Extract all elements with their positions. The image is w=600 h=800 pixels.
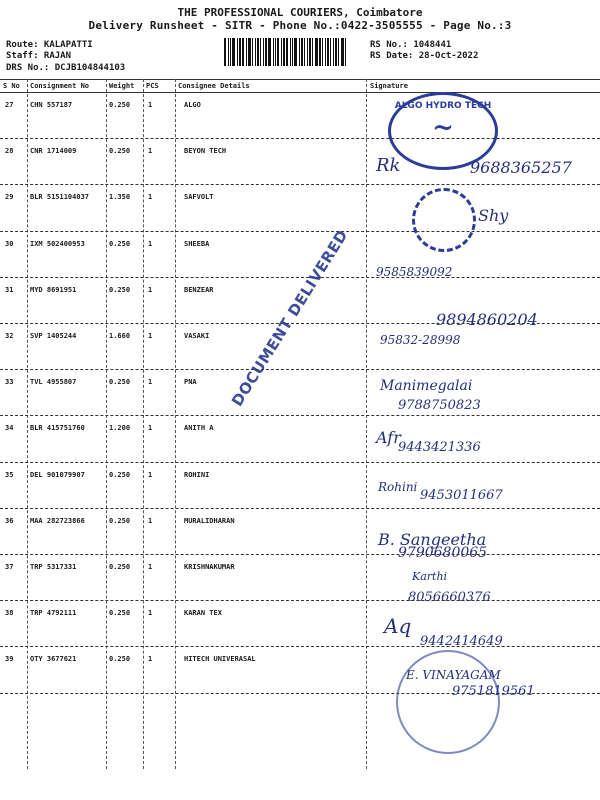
table-top-rule: [0, 79, 600, 80]
signature-name: Rohini: [378, 480, 418, 494]
barcode-bar: [325, 38, 326, 66]
row-consignment: BLR 415751760: [30, 424, 85, 433]
round-seal-icon: [412, 188, 476, 252]
barcode-bar: [252, 38, 253, 66]
publisher-seal-icon: [396, 650, 500, 754]
signature-name: Karthi: [412, 570, 448, 583]
row-sno: 30: [5, 239, 14, 248]
row-weight: 0.250: [109, 147, 131, 156]
row-consignee: BEYON TECH: [184, 147, 227, 156]
barcode-bar: [333, 38, 334, 66]
col-consignee: Consignee Details: [178, 82, 250, 90]
runsheet-header: [0, 6, 600, 32]
col-signature: Signature: [370, 82, 408, 90]
barcode-bar: [257, 38, 259, 66]
row-consignment: TVL 4955807: [30, 378, 77, 387]
company-title: THE PROFESSIONAL COURIERS, Coimbatore: [177, 6, 423, 19]
barcode-bar: [248, 38, 251, 66]
document-delivered-stamp: DOCUMENT DELIVERED: [228, 226, 352, 410]
barcode-bar: [242, 38, 244, 66]
barcode-bar: [246, 38, 247, 66]
row-weight: 0.250: [109, 609, 131, 618]
row-pcs: 1: [148, 609, 153, 618]
barcode-bar: [255, 38, 256, 66]
barcode-bar: [304, 38, 305, 66]
signature-scribble-icon: Afr: [376, 428, 401, 447]
row-sno: 32: [5, 332, 14, 340]
row-consignment: MYD 8691951: [30, 285, 77, 294]
row-pcs: 1: [148, 378, 153, 387]
row-consignee: MURALIDHARAN: [184, 516, 235, 525]
table-header-rule: [0, 92, 600, 93]
signature-phone: 9688365257: [470, 158, 572, 177]
barcode-bar: [345, 38, 346, 66]
col-weight: Weight: [109, 82, 135, 90]
row-weight: 0.250: [109, 285, 131, 294]
barcode-bar: [290, 38, 291, 66]
row-sno: 38: [5, 609, 14, 618]
row-pcs: 1: [148, 101, 153, 109]
row-sno: 35: [5, 470, 14, 479]
row-sno: 33: [5, 378, 14, 387]
signature-phone: 9453011667: [420, 488, 503, 503]
col-pcs: PCS: [146, 82, 159, 90]
row-consignee: HITECH UNIVERASAL: [184, 655, 256, 664]
row-divider: [0, 277, 600, 278]
row-consignment: IXM 502400953: [30, 239, 85, 248]
row-sno: 29: [5, 193, 14, 202]
barcode-bar: [315, 38, 318, 66]
row-consignee: ALGO: [184, 101, 201, 109]
barcode-bar: [299, 38, 300, 66]
col-divider: [106, 79, 107, 769]
signature-phone: 8056660376: [408, 590, 491, 605]
barcode-bar: [230, 38, 231, 66]
signature-name: E. VINAYAGAM: [406, 668, 501, 682]
col-sno: S No: [3, 82, 20, 90]
staff-label: Staff: RAJAN: [6, 51, 72, 61]
signature-phone: 95832-28998: [380, 333, 461, 347]
barcode-bar: [268, 38, 271, 66]
barcode-bar: [224, 38, 226, 66]
barcode-bar: [281, 38, 282, 66]
barcode-bar: [341, 38, 344, 66]
row-weight: 1.660: [109, 332, 131, 340]
row-weight: 0.250: [109, 378, 131, 387]
row-weight: 1.200: [109, 424, 131, 433]
barcode-bar: [338, 38, 339, 66]
row-divider: [0, 600, 600, 601]
barcode-bar: [307, 38, 308, 66]
row-divider: [0, 138, 600, 139]
row-consignee: SHEEBA: [184, 239, 210, 248]
barcode-bar: [301, 38, 303, 66]
barcode-bar: [265, 38, 267, 66]
barcode-bar: [277, 38, 279, 66]
signature-scribble-icon: Aq: [384, 614, 412, 638]
row-consignment: TRP 5317331: [30, 563, 77, 571]
row-consignee: KRISHNAKUMAR: [184, 563, 235, 571]
stamp-text: ALGO HYDRO TECH: [394, 101, 492, 111]
row-weight: 0.250: [109, 101, 131, 109]
rs-number: RS No.: 1048441: [370, 40, 452, 50]
signature-phone: 9442414649: [420, 634, 503, 649]
row-weight: 0.250: [109, 516, 131, 525]
signature-phone: 9894860204: [436, 310, 538, 329]
row-divider: [0, 554, 600, 555]
row-consignment: MAA 282723866: [30, 516, 85, 525]
row-pcs: 1: [148, 193, 153, 202]
row-consignment: BLR 5151104037: [30, 193, 90, 202]
row-consignment: CNR 1714009: [30, 147, 77, 156]
barcode-bar: [283, 38, 285, 66]
drs-number: DRS No.: DCJB104844103: [6, 63, 126, 73]
row-divider: [0, 508, 600, 509]
row-consignee: BENZEAR: [184, 285, 214, 294]
signature-phone: 9788750823: [398, 398, 481, 413]
row-consignee: ANITH A: [184, 424, 214, 433]
stamp-initials-icon: ~: [432, 113, 454, 143]
barcode-bar: [322, 38, 323, 66]
row-pcs: 1: [148, 470, 153, 479]
col-divider: [366, 79, 367, 769]
row-sno: 39: [5, 655, 14, 664]
barcode-bar: [228, 38, 229, 66]
row-pcs: 1: [148, 147, 153, 156]
col-divider: [143, 79, 144, 769]
barcode-bar: [237, 38, 238, 66]
row-pcs: 1: [148, 563, 153, 571]
barcode-bar: [286, 38, 288, 66]
row-pcs: 1: [148, 424, 153, 433]
row-consignment: SVP 1405244: [30, 332, 77, 340]
row-consignment: CHN 557187: [30, 101, 73, 109]
signature-scribble-icon: Rk: [376, 155, 401, 176]
row-divider: [0, 369, 600, 370]
row-sno: 37: [5, 563, 14, 571]
col-divider: [175, 79, 176, 769]
row-divider: [0, 415, 600, 416]
row-consignment: DEL 901079907: [30, 470, 85, 479]
signature-phone: 9790680065: [398, 545, 488, 561]
row-pcs: 1: [148, 285, 153, 294]
signature-phone: 9585839092: [376, 265, 453, 279]
barcode-bar: [335, 38, 337, 66]
row-divider: [0, 231, 600, 232]
row-consignee: PNA: [184, 378, 197, 387]
barcode-bar: [292, 38, 293, 66]
signature-scribble-icon: Shy: [478, 206, 509, 225]
barcode-bar: [232, 38, 235, 66]
row-pcs: 1: [148, 655, 153, 664]
barcode-bar: [330, 38, 331, 66]
row-pcs: 1: [148, 239, 153, 248]
signature-name: B. Sangeetha: [378, 530, 487, 549]
barcode-bar: [327, 38, 329, 66]
runsheet-subtitle: Delivery Runsheet - SITR - Phone No.:0422-3505555 - Page No.:3: [88, 19, 512, 32]
signature-name: Manimegalai: [380, 378, 473, 394]
row-consignee: SAFVOLT: [184, 193, 214, 202]
row-pcs: 1: [148, 332, 153, 340]
row-consignee: ROHINI: [184, 470, 210, 479]
rs-date: RS Date: 28-Oct-2022: [370, 51, 479, 61]
route-label: Route: KALAPATTI: [6, 40, 93, 50]
col-divider: [27, 79, 28, 769]
row-weight: 0.250: [109, 470, 131, 479]
barcode-bar: [273, 38, 274, 66]
barcode-bar: [309, 38, 311, 66]
barcode-bar: [260, 38, 261, 66]
row-sno: 36: [5, 516, 14, 525]
signature-phone: 9443421336: [398, 440, 481, 455]
row-sno: 28: [5, 147, 14, 156]
row-consignment: OTY 3677621: [30, 655, 77, 664]
row-sno: 31: [5, 285, 14, 294]
row-weight: 1.350: [109, 193, 131, 202]
col-consignment: Consignment No: [30, 82, 90, 90]
barcode-bar: [239, 38, 241, 66]
row-sno: 27: [5, 101, 14, 109]
row-consignment: TRP 4792111: [30, 609, 77, 618]
row-sno: 34: [5, 424, 14, 433]
barcode-bar: [263, 38, 264, 66]
barcode-icon: [224, 38, 352, 66]
barcode-bar: [275, 38, 276, 66]
row-pcs: 1: [148, 516, 153, 525]
barcode-bar: [319, 38, 321, 66]
barcode-bar: [294, 38, 297, 66]
signature-phone: 9751819561: [452, 684, 535, 699]
row-consignee: VASAKI: [184, 332, 210, 340]
row-consignee: KARAN TEX: [184, 609, 222, 618]
barcode-bar: [312, 38, 313, 66]
row-divider: [0, 184, 600, 185]
row-weight: 0.250: [109, 239, 131, 248]
row-weight: 0.250: [109, 655, 131, 664]
row-divider: [0, 646, 600, 647]
row-weight: 0.250: [109, 563, 131, 571]
row-divider: [0, 462, 600, 463]
